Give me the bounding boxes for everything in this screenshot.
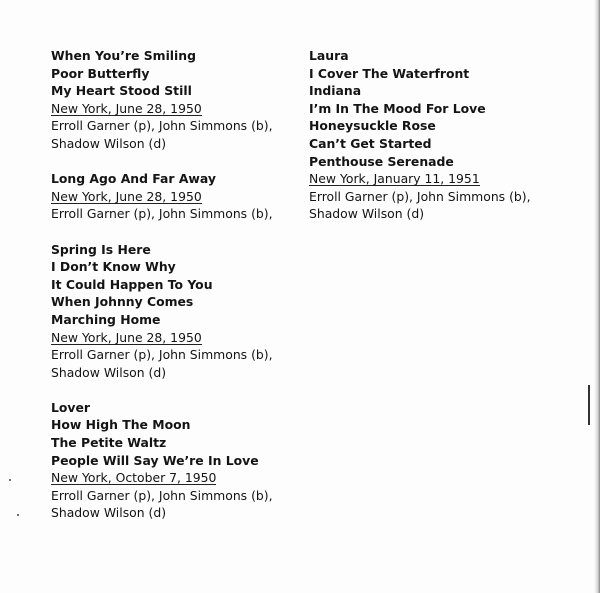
track-title: When You’re Smiling <box>51 48 196 63</box>
track-title: It Could Happen To You <box>51 276 213 292</box>
track-title: How High The Moon <box>51 417 191 433</box>
track-title: I Don’t Know Why <box>51 259 176 275</box>
ink-speck <box>9 479 11 481</box>
personnel-line: Erroll Garner (p), John Simmons (b), <box>51 206 273 222</box>
session-block <box>51 399 301 522</box>
session-date: New York, January 11, 1951 <box>309 171 480 187</box>
track-title: Honeysuckle Rose <box>309 118 436 134</box>
track-title: My Heart Stood Still <box>51 83 192 99</box>
session-date: New York, June 28, 1950 <box>51 100 202 116</box>
session-date: New York, October 7, 1950 <box>51 470 217 486</box>
right-column <box>309 47 559 241</box>
edge-mark <box>588 385 590 425</box>
personnel-line: Erroll Garner (p), John Simmons (b), <box>51 487 273 503</box>
track-title: Laura <box>309 48 349 63</box>
session-date: New York, June 28, 1950 <box>51 188 202 204</box>
track-title: Poor Butterfly <box>51 65 150 81</box>
left-column <box>51 47 301 540</box>
session-block <box>51 47 301 153</box>
track-title: I’m In The Mood For Love <box>309 100 486 116</box>
track-title: Marching Home <box>51 311 161 327</box>
track-title: Indiana <box>309 83 362 99</box>
personnel-line: Erroll Garner (p), John Simmons (b), <box>51 347 273 363</box>
track-title: People Will Say We’re In Love <box>51 452 259 468</box>
track-title: Lover <box>51 399 90 415</box>
track-title: Can’t Get Started <box>309 135 432 151</box>
personnel-line: Shadow Wilson (d) <box>51 505 167 521</box>
personnel-line: Shadow Wilson (d) <box>309 206 425 222</box>
session-block <box>51 241 301 382</box>
personnel-line: Erroll Garner (p), John Simmons (b), <box>309 188 531 204</box>
page-edge-shadow <box>594 0 600 593</box>
session-block <box>51 170 301 223</box>
track-title: Penthouse Serenade <box>309 153 454 169</box>
session-date: New York, June 28, 1950 <box>51 329 202 345</box>
ink-speck <box>17 514 19 516</box>
session-block <box>309 47 559 223</box>
personnel-line: Shadow Wilson (d) <box>51 135 167 151</box>
track-title: Long Ago And Far Away <box>51 171 216 187</box>
track-title: I Cover The Waterfront <box>309 65 470 81</box>
track-title: Spring Is Here <box>51 241 151 257</box>
personnel-line: Shadow Wilson (d) <box>51 364 167 380</box>
track-title: When Johnny Comes <box>51 294 194 310</box>
track-title: The Petite Waltz <box>51 435 167 451</box>
personnel-line: Erroll Garner (p), John Simmons (b), <box>51 118 273 134</box>
